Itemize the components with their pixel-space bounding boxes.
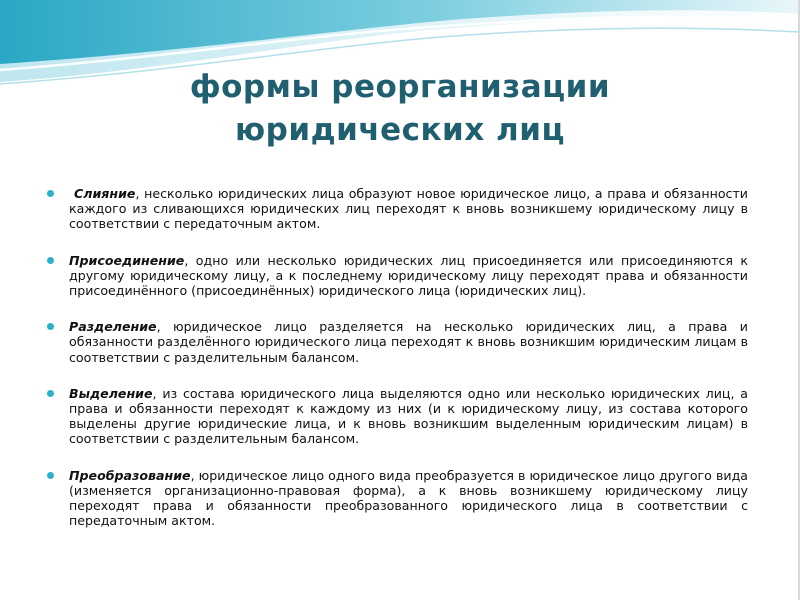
bullet-term: Присоединение [69, 252, 185, 268]
bullet-text: , из состава юридического лица выделяются одно или несколько юридических лиц, а права и обязанности переходят к каждому из них (и к юридическому лицу, из состава которого выделены другие юридические лица, и к вновь возникшим выделенным юридическим лицам) в соответствии с разделительным балансом. [69, 385, 748, 447]
bullet-term: Выделение [69, 385, 153, 401]
bullet-text: , юридическое лицо одного вида преобразуется в юридическое лицо другого вида (изменяется организационно-правовая форма), а к вновь возникшему юридическому лицу переходят права и обязанности преобразованного юридического лица в соответствии с передаточным актом. [69, 467, 748, 529]
slide-title [60, 66, 740, 152]
bullet-dot-icon [47, 190, 54, 197]
bullet-dot-icon [47, 472, 54, 479]
bullet-text: , одно или несколько юридических лиц присоединяется или присоединяются к другому юридическому лицу, а к последнему юридическому лицу переходят права и обязанности присоединённого (присоединённых) юридического лица (юридических лиц). [69, 252, 748, 299]
bullet-item-preobrazovanie [44, 468, 748, 529]
bullet-item-vydelenie [44, 386, 748, 447]
bullet-text: , юридическое лицо разделяется на несколько юридических лиц, а права и обязанности разделённого юридического лица переходят к вновь возникшим юридическим лицам в соответствии с разделительным балансом. [69, 319, 748, 365]
bullet-dot-icon [47, 257, 54, 264]
bullet-list [44, 186, 748, 528]
title-line-2: юридических лиц [235, 112, 565, 148]
bullet-dot-icon [47, 390, 54, 397]
bullet-item-prisoedinenie [44, 253, 748, 299]
bullet-term: Слияние [74, 186, 136, 201]
bullet-item-sliyanie [44, 186, 748, 232]
bullet-term: Преобразование [69, 467, 191, 483]
title-line-1: формы реорганизации [189, 69, 611, 105]
bullet-dot-icon [47, 323, 54, 330]
bullet-item-razdelenie [44, 319, 748, 365]
bullet-term: Разделение [69, 319, 157, 335]
bullet-text: , несколько юридических лица образуют новое юридическое лицо, а права и обязанности каждого из сливающихся юридических лиц переходят к вновь возникшему юридическому лицу в соответствии с передаточным актом. [69, 186, 748, 232]
